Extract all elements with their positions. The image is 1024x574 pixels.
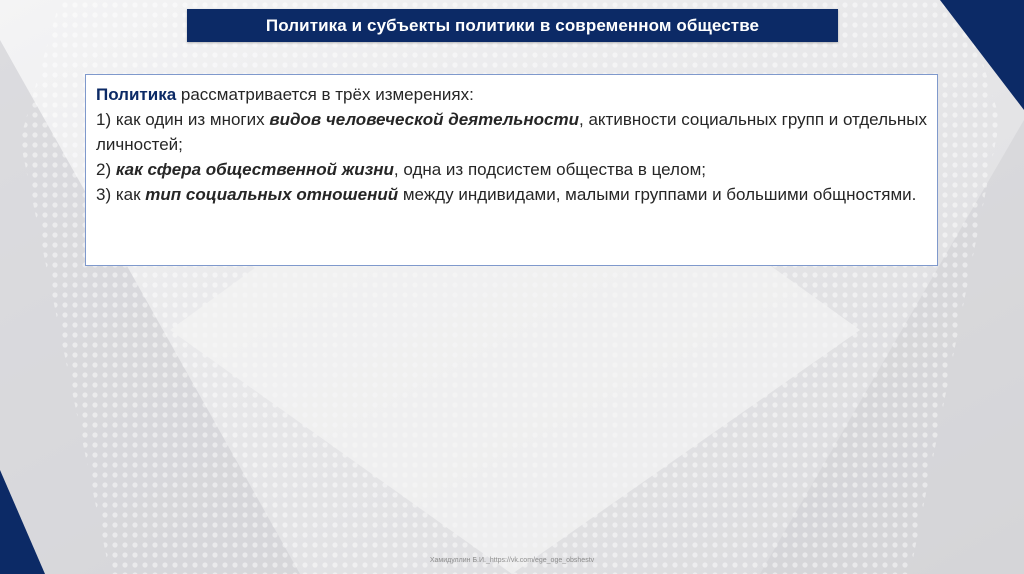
- item-3-prefix: 3) как: [96, 185, 146, 204]
- content-box: [85, 74, 938, 266]
- item-2-prefix: 2): [96, 160, 116, 179]
- item-2-emphasis: как сфера общественной жизни: [115, 160, 394, 179]
- list-item-3: [96, 182, 927, 207]
- intro-line: [96, 82, 927, 107]
- list-item-1: [96, 107, 927, 157]
- item-1-suffix: , активности социальных групп и отдельных личностей;: [96, 110, 927, 154]
- footer-credit: Хамидуллин Б.И._https://vk.com/ege_oge_obshestv: [429, 557, 595, 564]
- item-3-emphasis: тип социальных отношений: [145, 185, 399, 204]
- item-1-prefix: 1) как один из многих: [96, 110, 270, 129]
- list-item-2: [96, 157, 927, 182]
- item-1-emphasis: видов человеческой деятельности: [269, 110, 580, 129]
- slide-title: Политика и субъекты политики в современном обществе: [187, 9, 838, 42]
- item-2-suffix: , одна из подсистем общества в целом;: [393, 160, 707, 179]
- intro-text: рассматривается в трёх измерениях:: [176, 85, 474, 104]
- item-3-suffix: между индивидами, малыми группами и большими общностями.: [398, 185, 917, 204]
- lead-word: Политика: [96, 85, 177, 104]
